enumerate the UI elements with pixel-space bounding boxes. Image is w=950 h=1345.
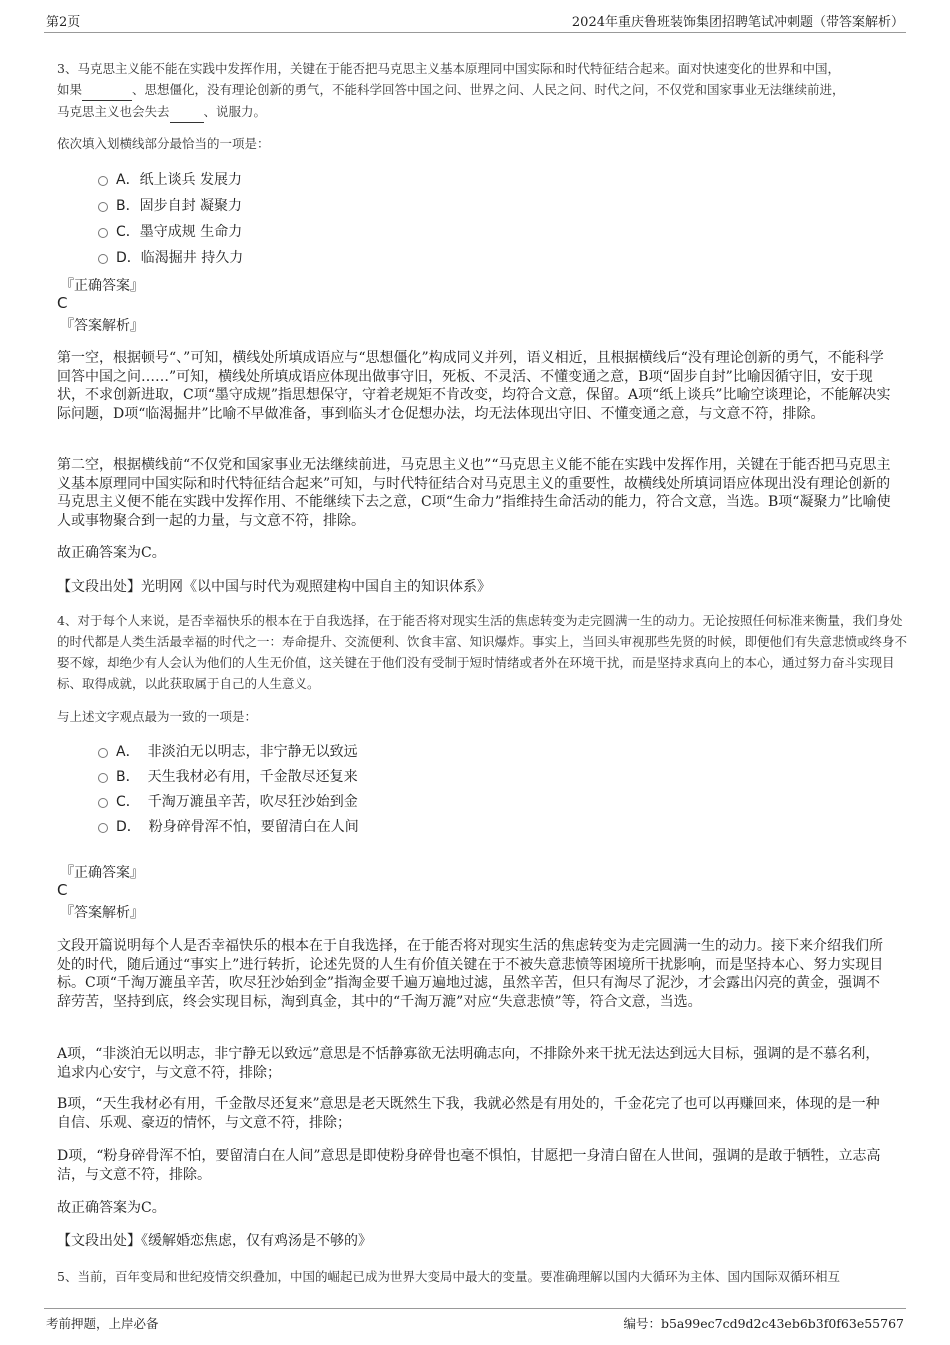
q4-analysis-para-1: 文段开篇说明每个人是否幸福快乐的根本在于自我选择，在于能否将对现实生活的焦虑转变为走完圆满一生的动力。接下来介绍我们所处的时代，随后通过“事实上”进行转折，论述先贤的人生有价值关键在于不被失意悲愤等困境所干扰影响，而是坚持本心、努力实现目标。C项“千淘万漉虽辛苦，吹尽狂沙始到金”指淘金要千遍万遍地过滤，虽然辛苦，但只有淘尽了泥沙，才会露出闪亮的黄金，强调不辞劳苦，坚持到底，终会实现目标，淘到真金，其中的“千淘万漉”对应“失意悲愤”等，符合文意，当选。	[57, 938, 884, 1010]
q4-source: 【文段出处】《缓解婚恋焦虑，仅有鸡汤是不够的》	[57, 1233, 372, 1249]
q4-conclusion: 故正确答案为C。	[57, 1200, 166, 1216]
q3-answer: C	[57, 294, 68, 312]
q4-option-a[interactable]: A． 非淡泊无以明志，非宁静无以致远	[98, 741, 358, 763]
q4-answer-label: 『正确答案』	[60, 865, 144, 881]
radio-icon[interactable]	[98, 202, 108, 212]
q4-stem: 4、对于每个人来说，是否幸福快乐的根本在于自我选择，在于能否将对现实生活的焦虑转变为走完圆满一生的动力。无论按照任何标准来衡量，我们身处的时代都是人类生活最幸福的时代之一：寿命提升、交流便利、饮食丰富、知识爆炸。事实上，当回头审视那些先贤的时候，即便他们有失意悲愤或终身不娶不嫁，却绝少有人会认为他们的人生无价值，这关键在于他们没有受制于短时情绪或者外在环境干扰，而是坚持求真向上的本心，通过努力奋斗实现目标、取得成就，以此获取属于自己的人生意义。	[57, 613, 908, 691]
q3-option-d[interactable]: D．临渴掘井 持久力	[98, 247, 243, 269]
page-footer	[44, 1308, 906, 1333]
q3-analysis-para-2: 第二空，根据横线前“不仅党和国家事业无法继续前进，马克思主义也”“马克思主义能不能在实践中发挥作用，关键在于能否把马克思主义基本原理同中国实际和时代特征结合起来”可知，与时代特征结合对马克思主义的重要性，故横线处所填词语应体现出没有理论创新的马克思主义便不能在实践中发挥作用、不能继续下去之意，C项“生命力”指维持生命活动的能力，符合文意，当选。B项“凝聚力”比喻使人或事物聚合到一起的力量，与文意不符，排除。	[57, 457, 891, 529]
q3-analysis-label: 『答案解析』	[60, 318, 144, 334]
document-code: 编号：b5a99ec7cd9d2c43eb6b3f0f63e55767	[623, 1316, 904, 1331]
blank-1	[82, 79, 132, 101]
radio-icon[interactable]	[98, 228, 108, 238]
q3-answer-label: 『正确答案』	[60, 278, 144, 294]
radio-icon[interactable]	[98, 798, 108, 808]
footer-slogan: 考前押题，上岸必备	[46, 1316, 159, 1331]
radio-icon[interactable]	[98, 773, 108, 783]
page-number: 第2页	[46, 15, 81, 30]
radio-icon[interactable]	[98, 176, 108, 186]
q4-analysis-para-2: A项，“非淡泊无以明志，非宁静无以致远”意思是不恬静寡欲无法明确志向，不排除外来干扰无法达到远大目标，强调的是不慕名利，追求内心安宁，与文意不符，排除；	[57, 1046, 880, 1081]
q3-prompt: 依次填入划横线部分最恰当的一项是：	[57, 136, 270, 151]
q4-option-b[interactable]: B． 天生我材必有用，千金散尽还复来	[98, 766, 358, 788]
q4-analysis-label: 『答案解析』	[60, 905, 144, 921]
q3-option-b[interactable]: B．固步自封 凝聚力	[98, 195, 242, 217]
radio-icon[interactable]	[98, 254, 108, 264]
q3-option-a[interactable]: A．纸上谈兵 发展力	[98, 169, 242, 191]
q4-analysis-para-3: B项，“天生我材必有用，千金散尽还复来”意思是老天既然生下我，我就必然是有用处的，千金花完了也可以再赚回来，体现的是一种自信、乐观、豪迈的情怀，与文意不符，排除；	[57, 1096, 880, 1131]
document-title: 2024年重庆鲁班装饰集团招聘笔试冲刺题（带答案解析）	[571, 15, 904, 30]
q3-conclusion: 故正确答案为C。	[57, 545, 166, 561]
radio-icon[interactable]	[98, 748, 108, 758]
page-header	[44, 8, 906, 33]
radio-icon[interactable]	[98, 823, 108, 833]
q3-source: 【文段出处】光明网《以中国与时代为观照建构中国自主的知识体系》	[57, 579, 491, 595]
q5-stem: 5、当前，百年变局和世纪疫情交织叠加，中国的崛起已成为世界大变局中最大的变量。要准确理解以国内大循环为主体、国内国际双循环相互	[57, 1269, 840, 1284]
q4-option-d[interactable]: D． 粉身碎骨浑不怕，要留清白在人间	[98, 816, 359, 838]
q3-analysis-para-1: 第一空，根据顿号“、”可知，横线处所填成语应与“思想僵化”构成同义并列，语义相近，且根据横线后“没有理论创新的勇气，不能科学回答中国之问……”可知，横线处所填成语应体现出做事守旧，死板、不灵活、不懂变通之意，B项“固步自封”比喻因循守旧，安于现状，不求创新进取，C项“墨守成规”指思想保守，守着老规矩不肯改变，均符合文意，保留。A项“纸上谈兵”比喻空谈理论，不能解决实际问题，D项“临渴掘井”比喻不早做准备，事到临头才仓促想办法，均无法体现出守旧、不懂变通之意，与文意不符，排除。	[57, 350, 891, 422]
blank-2	[170, 101, 204, 123]
q4-option-c[interactable]: C． 千淘万漉虽辛苦，吹尽狂沙始到金	[98, 791, 358, 813]
q3-stem: 3、马克思主义能不能在实践中发挥作用，关键在于能否把马克思主义基本原理同中国实际和时代特征结合起来。面对快速变化的世界和中国， 如果 、思想僵化，没有理论创新的勇气，不能科学回答中国之问、世界之问、人民之问、时代之问，不仅党和国家事业无法继续前进， 马克思主义也会失去 、说服力。	[57, 58, 907, 123]
q4-answer: C	[57, 881, 68, 899]
q3-option-c[interactable]: C．墨守成规 生命力	[98, 221, 242, 243]
q4-prompt: 与上述文字观点最为一致的一项是：	[57, 709, 258, 724]
q4-analysis-para-4: D项，“粉身碎骨浑不怕，要留清白在人间”意思是即使粉身碎骨也毫不惧怕，甘愿把一身清白留在人世间，强调的是敢于牺牲，立志高洁，与文意不符，排除。	[57, 1148, 881, 1183]
